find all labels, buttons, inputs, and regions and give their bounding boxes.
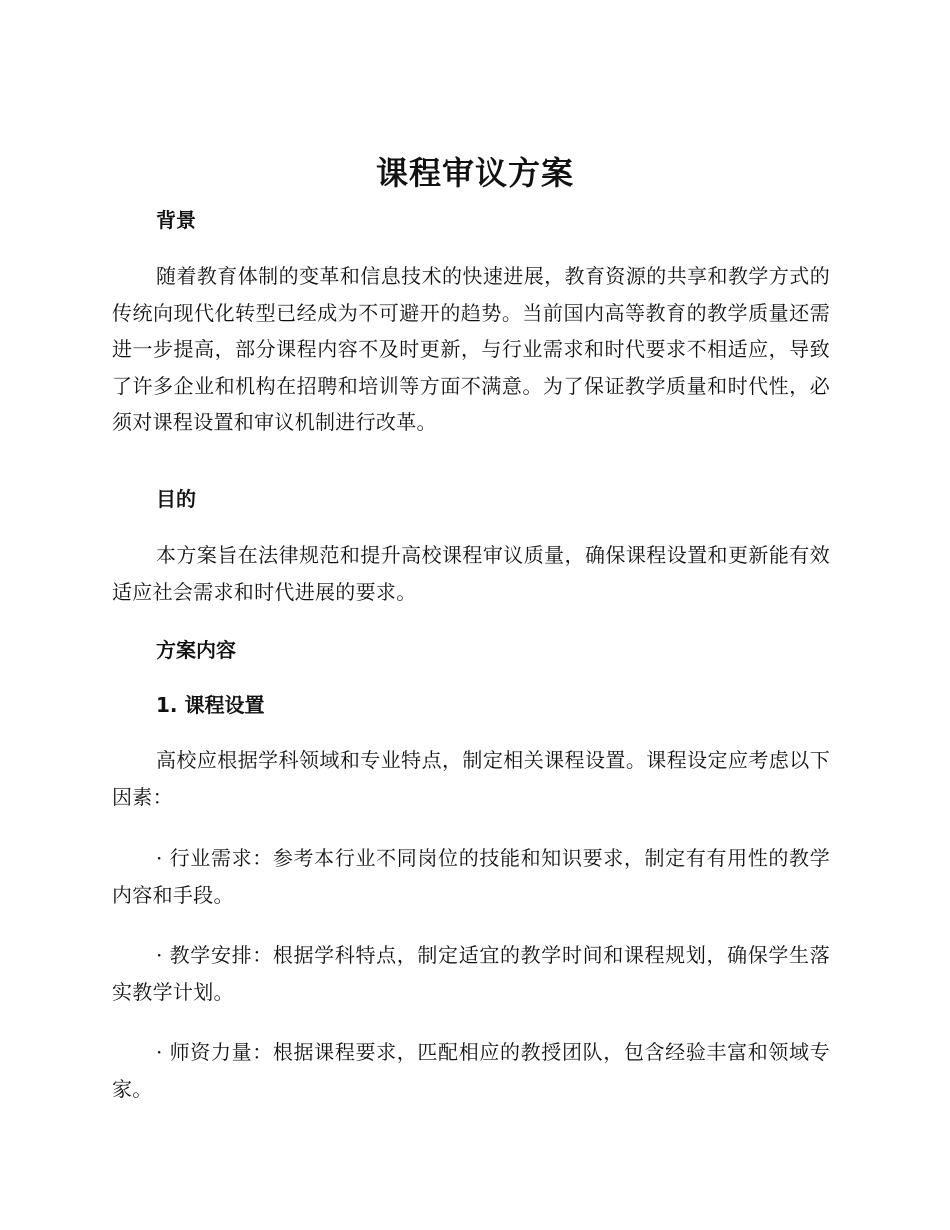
section-heading-purpose: 目的 [156, 487, 196, 511]
section-heading-content: 方案内容 [156, 638, 236, 662]
subsection-heading-course-setting: 1. 课程设置 [156, 693, 265, 717]
course-setting-intro: 高校应根据学科领域和专业特点，制定相关课程设置。课程设定应考虑以下因素： [112, 748, 830, 809]
purpose-paragraph: 本方案旨在法律规范和提升高校课程审议质量，确保课程设置和更新能有效适应社会需求和时代进展的要求。 [112, 543, 830, 604]
bullet-industry-demand: · 行业需求：参考本行业不同岗位的技能和知识要求，制定有有用性的教学内容和手段。 [112, 846, 830, 907]
document-title: 课程审议方案 [375, 154, 574, 192]
bullet-faculty-strength: · 师资力量：根据课程要求，匹配相应的教授团队，包含经验丰富和领域专家。 [112, 1040, 830, 1101]
bullet-teaching-arrangement: · 教学安排：根据学科特点，制定适宜的教学时间和课程规划，确保学生落实教学计划。 [112, 943, 830, 1004]
background-paragraph: 随着教育体制的变革和信息技术的快速进展，教育资源的共享和教学方式的传统向现代化转型已经成为不可避开的趋势。当前国内高等教育的教学质量还需进一步提高，部分课程内容不及时更新，与行业需求和时代要求不相适应，导致了许多企业和机构在招聘和培训等方面不满意。为了保证教学质量和时代性，必须对课程设置和审议机制进行改革。 [112, 264, 830, 434]
section-heading-background: 背景 [156, 208, 196, 232]
